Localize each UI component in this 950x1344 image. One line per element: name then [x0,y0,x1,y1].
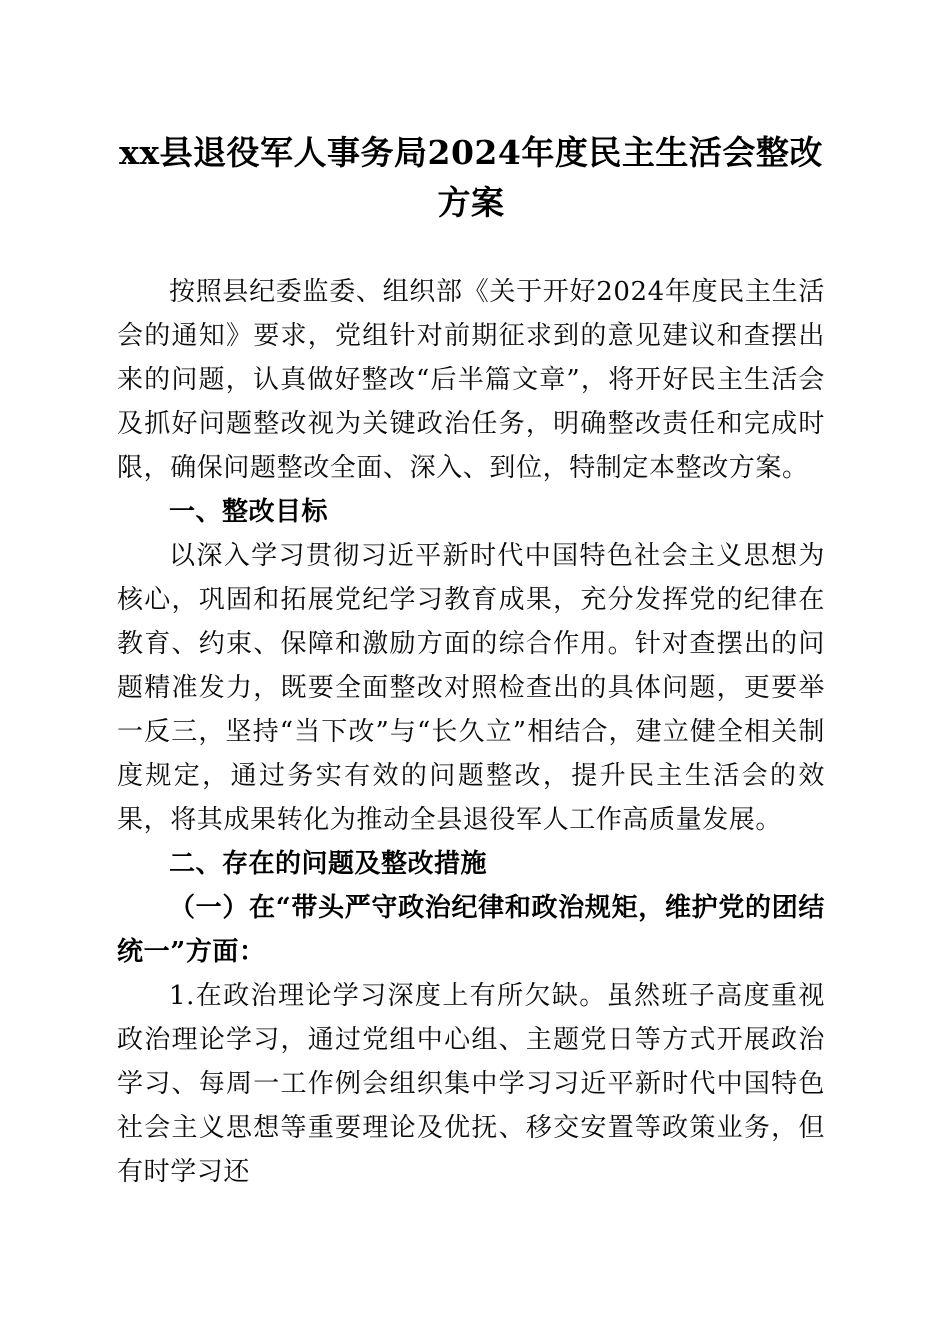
preamble-paragraph: 按照县纪委监委、组织部《关于开好2024年度民主生活会的通知》要求，党组针对前期征求到的意见建议和查摆出来的问题，认真做好整改“后半篇文章”，将开好民主生活会及抓好问题整改视为关键政治任务，明确整改责任和完成时限，确保问题整改全面、深入、到位，特制定本整改方案。 [117,277,825,483]
problem-item-one-paragraph: 1.在政治理论学习深度上有所欠缺。虽然班子高度重视政治理论学习，通过党组中心组、主题党日等方式开展政治学习、每周一工作例会组织集中学习习近平新时代中国特色社会主义思想等重要理论及优抚、移交安置等政策业务，但有时学习还 [117,981,825,1187]
page-title: xx县退役军人事务局2024年度民主生活会整改方案 [119,133,823,222]
section-heading-two: 二、存在的问题及整改措施 [169,849,488,879]
document-body [117,270,825,1194]
section-one-paragraph: 以深入学习贯彻习近平新时代中国特色社会主义思想为核心，巩固和拓展党纪学习教育成果，充分发挥党的纪律在教育、约束、保障和激励方面的综合作用。针对查摆出的问题精准发力，既要全面整改对照检查出的具体问题，更要举一反三，坚持“当下改”与“长久立”相结合，建立健全相关制度规定，通过务实有效的问题整改，提升民主生活会的效果，将其成果转化为推动全县退役军人工作高质量发展。 [117,541,825,835]
section-heading-one: 一、整改目标 [169,497,329,527]
subsection-heading-one: （一）在“带头严守政治纪律和政治规矩，维护党的团结统一”方面： [117,893,825,967]
